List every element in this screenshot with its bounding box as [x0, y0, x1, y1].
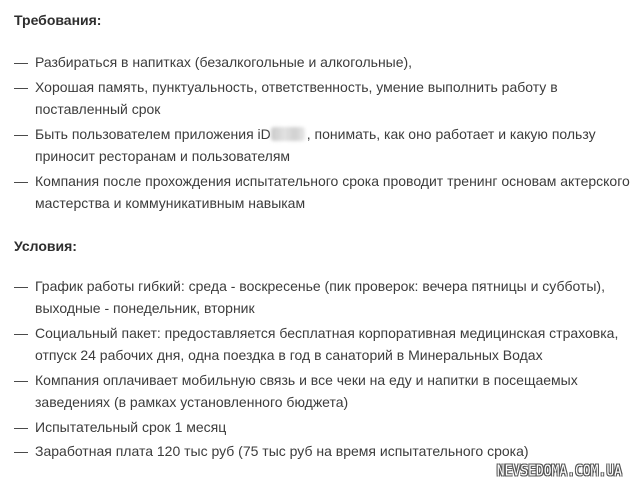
condition-item — [14, 322, 630, 367]
requirement-text-after: , понимать, как оно работает и какую пользу приносит ресторанам и пользователям — [35, 125, 596, 164]
conditions-title: Условия: — [14, 237, 77, 254]
requirement-text: Компания после прохождения испытательного срока проводит тренинг основам актерского мастерства и коммуникативным навыкам — [35, 172, 630, 211]
requirement-text: Разбираться в напитках (безалкогольные и алкогольные), — [35, 54, 413, 70]
condition-text: Испытательный срок 1 месяц — [35, 418, 227, 435]
blurred-app-name — [271, 127, 305, 141]
dash-bullet: — — [14, 172, 28, 189]
site-watermark: NEVSEDOMA.COM.UA — [496, 462, 622, 481]
requirement-text-before: Быть пользователем приложения iD — [35, 125, 271, 142]
condition-text: Социальный пакет: предоставляется бесплатная корпоративная медицинская страховка, отпуск 24 рабочих дня, одна поездка в год в санаторий в Минеральных Водах — [35, 324, 619, 363]
condition-item — [14, 369, 630, 414]
conditions-list — [14, 275, 630, 463]
dash-bullet: — — [14, 371, 28, 388]
condition-item — [14, 275, 630, 320]
requirement-item — [14, 51, 630, 74]
condition-text: График работы гибкий: среда - воскресенье (пик проверок: вечера пятницы и субботы), выходные - понедельник, вторник — [35, 277, 605, 316]
requirements-list — [14, 51, 630, 215]
requirement-item — [14, 123, 630, 168]
requirements-title: Требования: — [14, 12, 102, 28]
condition-text: Заработная плата 120 тыс руб (75 тыс руб на время испытательного срока) — [35, 443, 529, 459]
condition-text: Компания оплачивает мобильную связь и все чеки на еду и напитки в посещаемых заведениях (в рамках установленного бюджета) — [35, 371, 578, 410]
dash-bullet: — — [14, 443, 28, 459]
dash-bullet: — — [14, 125, 28, 142]
dash-bullet: — — [14, 324, 28, 341]
dash-bullet: — — [14, 54, 28, 70]
condition-item — [14, 416, 630, 439]
vacancy-content — [14, 10, 630, 465]
dash-bullet: — — [14, 78, 28, 95]
requirement-text: Хорошая память, пунктуальность, ответственность, умение выполнить работу в поставленный срок — [35, 78, 558, 117]
dash-bullet: — — [14, 277, 28, 294]
requirement-item — [14, 76, 630, 121]
requirement-item — [14, 170, 630, 215]
dash-bullet: — — [14, 418, 28, 435]
condition-item — [14, 440, 630, 463]
